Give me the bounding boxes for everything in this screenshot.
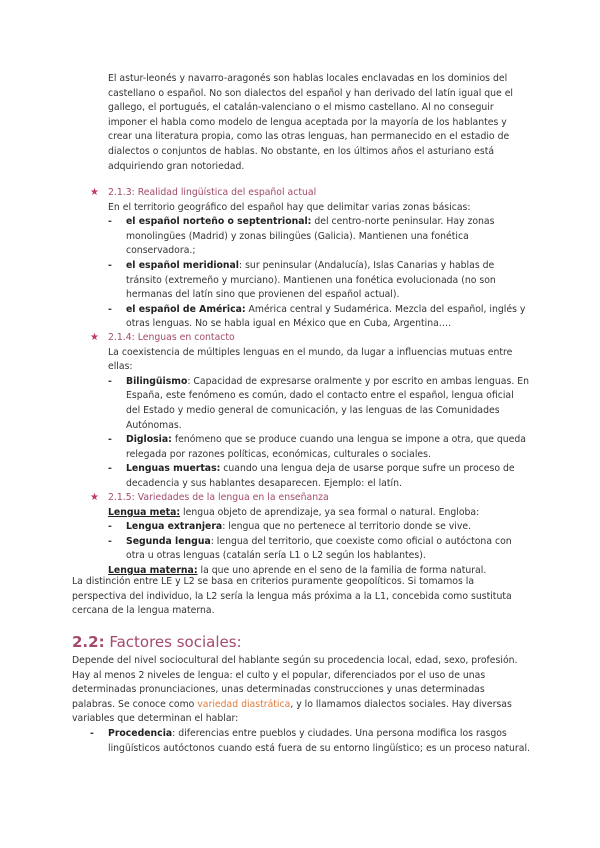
list-item [90, 433, 530, 462]
dash-icon: - [108, 375, 112, 387]
definition: : Capacidad de expresarse oralmente y por escrito en ambas lenguas. En España, este fenómeno es común, dado el contacto entre el español, lengua oficial del Estado y medio general de comunicación, y las lenguas de las Comunidades Autónomas. [126, 375, 530, 431]
star-icon: ★ [90, 187, 99, 198]
dash-icon: - [108, 535, 112, 547]
term: Lengua materna: [108, 564, 198, 576]
section-heading [90, 186, 530, 201]
term: Procedencia [108, 728, 173, 739]
closing-paragraph: La distinción entre LE y L2 se basa en criterios puramente geopolíticos. Si tomamos la perspectiva del individuo, la L2 sería la lengua más próxima a la L1, concebida como sustituta cercana de la lengua materna. [72, 576, 512, 617]
section-title: 2.1.5: Variedades de la lengua en la enseñanza [108, 492, 329, 503]
dash-icon: - [108, 521, 112, 533]
definition: fenómeno que se produce cuando una lengua se impone a otra, que queda relegada por razones políticas, económicas, culturales o sociales. [126, 434, 526, 460]
intro-paragraph: El astur-leonés y navarro-aragonés son hablas locales enclavadas en los dominios del castellano o español. No son dialectos del español y han derivado del latín igual que el gallego, el portugués, el catalán-valenciano o el mismo castellano. Al no conseguir imponer el habla como modelo de lengua aceptada por la mayoría de los hablantes y crear una literatura propia, como las otras lenguas, han permanecido en el estadio de dialectos o conjuntos de hablas. No obstante, en los últimos años el asturiano está adquiriendo gran notoriedad. [108, 73, 514, 172]
section-2-1-5 [90, 491, 530, 579]
definition: : diferencias entre pueblos y ciudades. Una persona modifica los rasgos lingüísticos autóctonos cuando está fuera de su entorno lingüístico; es un proceso natural. [108, 728, 530, 754]
section-2-1-4 [90, 331, 530, 492]
dash-icon: - [108, 463, 112, 475]
term: Lengua extranjera [126, 521, 223, 533]
definition: lengua objeto de aprendizaje, ya sea formal o natural. Engloba: [180, 506, 480, 518]
star-icon: ★ [90, 332, 99, 343]
section-2-1-3 [90, 186, 530, 332]
section-heading [90, 491, 530, 506]
heading-title: Factores sociales: [104, 633, 242, 651]
definition: : lengua que no pertenece al territorio donde se vive. [222, 521, 472, 533]
term-highlight: variedad diastrática [197, 698, 291, 710]
bullet-list [90, 520, 530, 564]
term: Lenguas muertas: [126, 463, 221, 475]
bullet-list [90, 215, 530, 332]
dash-icon: - [108, 303, 112, 315]
section-2-2-heading [72, 632, 242, 652]
definition: : lengua del territorio, que coexiste como oficial o autóctona con otra u otras lenguas (catalán sería L1 o L2 según los hablantes). [126, 535, 512, 562]
list-item [90, 520, 530, 535]
definition: cuando una lengua deja de usarse porque sufre un proceso de decadencia y sus hablantes desaparecen. Ejemplo: el latín. [126, 463, 515, 489]
list-item [90, 375, 530, 433]
factores-list [72, 727, 532, 756]
dash-icon: - [108, 216, 112, 228]
bullet-list [90, 375, 530, 492]
term: el español de América: [126, 303, 246, 315]
term: el español norteño o septentrional: [126, 216, 312, 228]
list-item [90, 462, 530, 491]
term: Segunda lengua [126, 535, 211, 547]
list-item [90, 303, 530, 332]
dash-icon: - [108, 434, 112, 446]
section-title: 2.1.4: Lenguas en contacto [108, 332, 235, 343]
term: Lengua meta: [108, 506, 181, 518]
list-item [90, 535, 530, 564]
list-item [90, 215, 530, 259]
section-title: 2.1.3: Realidad lingüística del español actual [108, 187, 317, 198]
term: el español meridional [126, 259, 239, 271]
section-intro: La coexistencia de múltiples lenguas en el mundo, da lugar a influencias mutuas entre ellas: [108, 346, 513, 373]
definition: : sur peninsular (Andalucía), Islas Canarias y hablas de tránsito (extremeño y murciano). Mantienen una fonética evolucionada (no son hermanas del latín sino que provienen del español actual). [126, 259, 496, 301]
paragraph-text: , y lo llamamos dialectos sociales. Hay diversas variables que determinan el hablar: [72, 698, 512, 725]
term: Diglosia: [126, 434, 172, 446]
star-icon: ★ [90, 492, 99, 503]
factores-paragraph [72, 654, 530, 727]
term: Bilingüismo [126, 375, 188, 387]
section-heading [90, 331, 530, 346]
dash-icon: - [108, 259, 112, 271]
definition: la que uno aprende en el seno de la familia de forma natural. [197, 564, 487, 576]
heading-number: 2.2: [72, 633, 105, 651]
lengua-meta-line [90, 506, 530, 521]
definition: América central y Sudamérica. Mezcla del español, inglés y otras lenguas. No se habla igual en México que en Cuba, Argentina…. [126, 303, 526, 330]
dash-icon: - [90, 728, 94, 739]
paragraph-text: Depende del nivel sociocultural del hablante según su procedencia local, edad, sexo, profesión. Hay al menos 2 niveles de lengua: el culto y el popular, diferenciados por el uso de unas determinadas pronunciaciones, unas determinadas construcciones y unas determinadas palabras. Se conoce como [72, 655, 518, 710]
section-intro: En el territorio geográfico del español hay que delimitar varias zonas básicas: [108, 201, 471, 213]
list-item [72, 727, 532, 756]
definition: del centro-norte peninsular. Hay zonas monolingües (Madrid) y zonas bilingües (Galicia). Mantienen una fonética conservadora.; [126, 216, 495, 257]
list-item [90, 259, 530, 303]
